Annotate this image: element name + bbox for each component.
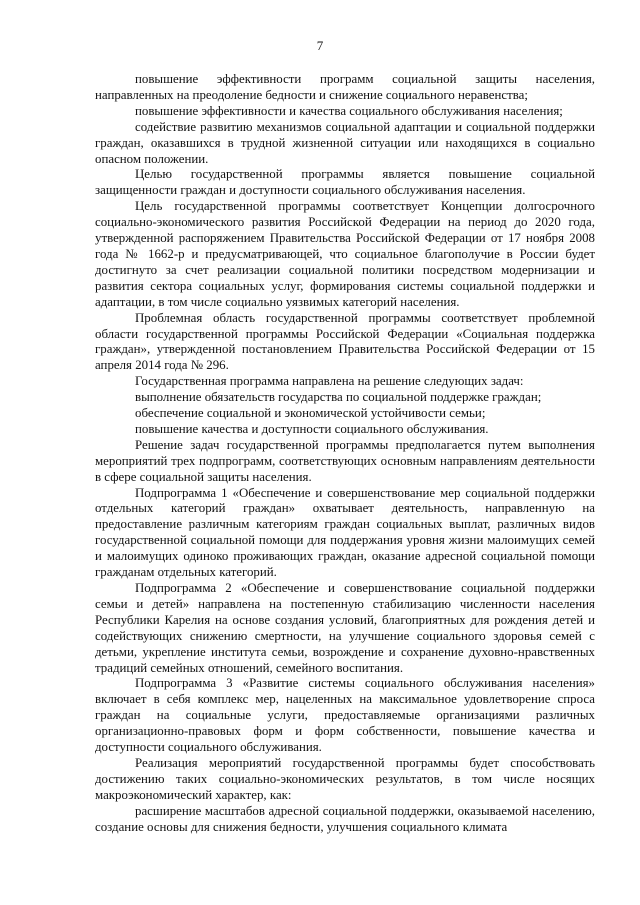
page-number: 7 bbox=[316, 38, 324, 53]
paragraph: Решение задач государственной программы предполагается путем выполнения мероприятий трех подпрограмм, соответствующих основным направлениям деятельности в сфере социальной защиты населения. bbox=[95, 437, 595, 484]
document-body bbox=[95, 72, 595, 836]
paragraph: Подпрограмма 2 «Обеспечение и совершенствование социальной поддержки семьи и детей» направлена на постепенную стабилизацию численности населения Республики Карелия на основе создания условий, благоприятных для рождения детей и содействующих снижению смертности, на улучшение социального здоровья семей с детьми, укрепление института семьи, возрождение и сохранение духовно-нравственных традиций семейных отношений, семейного воспитания. bbox=[95, 581, 595, 675]
paragraph: Подпрограмма 3 «Развитие системы социального обслуживания населения» включает в себя комплекс мер, нацеленных на максимальное удовлетворение спроса граждан на социальные услуги, предоставляемые организациями различных организационно-правовых форм и форм собственности, повышение качества и доступности социального обслуживания. bbox=[95, 676, 595, 755]
paragraph: повышение эффективности программ социальной защиты населения, направленных на преодоление бедности и снижение социального неравенства; bbox=[95, 72, 595, 102]
paragraph: обеспечение социальной и экономической устойчивости семьи; bbox=[135, 406, 486, 421]
paragraph: расширение масштабов адресной социальной поддержки, оказываемой населению, создание основы для снижения бедности, улучшения социального климата bbox=[95, 803, 595, 834]
paragraph: Целью государственной программы является повышение социальной защищенности граждан и доступности социального обслуживания населения. bbox=[95, 167, 595, 198]
paragraph: повышение эффективности и качества социального обслуживания населения; bbox=[135, 103, 563, 118]
paragraph: Цель государственной программы соответствует Концепции долгосрочного социально-экономического развития Российской Федерации на период до 2020 года, утвержденной распоряжением Правительства Российской Федерации от 17 ноября 2008 года № 1662-р и предусматривающей, что социальное благополучие в России будет достигнуто за счет реализации социальной политики посредством модернизации и развития сектора социальных услуг, формирования системы социальной поддержки и адаптации, в том числе социально уязвимых категорий населения. bbox=[95, 199, 595, 309]
paragraph: Реализация мероприятий государственной программы будет способствовать достижению таких социально-экономических результатов, в том числе носящих макроэкономический характер, как: bbox=[95, 755, 595, 802]
paragraph: Подпрограмма 1 «Обеспечение и совершенствование мер социальной поддержки отдельных категорий граждан» охватывает деятельность, направленную на предоставление различным категориям граждан социальных выплат, различных видов государственной социальной помощи для поддержания уровня жизни малоимущих семей и малоимущих одиноко проживающих граждан, оказание адресной социальной помощи гражданам отдельных категорий. bbox=[95, 485, 595, 580]
paragraph: выполнение обязательств государства по социальной поддержке граждан; bbox=[135, 390, 542, 405]
paragraph: Государственная программа направлена на решение следующих задач: bbox=[135, 374, 524, 389]
paragraph: Проблемная область государственной программы соответствует проблемной области государственной программы Российской Федерации «Социальная поддержка граждан», утвержденной постановлением Правительства Российской Федерации от 15 апреля 2014 года № 296. bbox=[95, 310, 595, 373]
paragraph: повышение качества и доступности социального обслуживания. bbox=[135, 421, 489, 436]
paragraph: содействие развитию механизмов социальной адаптации и социальной поддержки граждан, оказавшихся в трудной жизненной ситуации или находящихся в социально опасном положении. bbox=[95, 119, 595, 166]
